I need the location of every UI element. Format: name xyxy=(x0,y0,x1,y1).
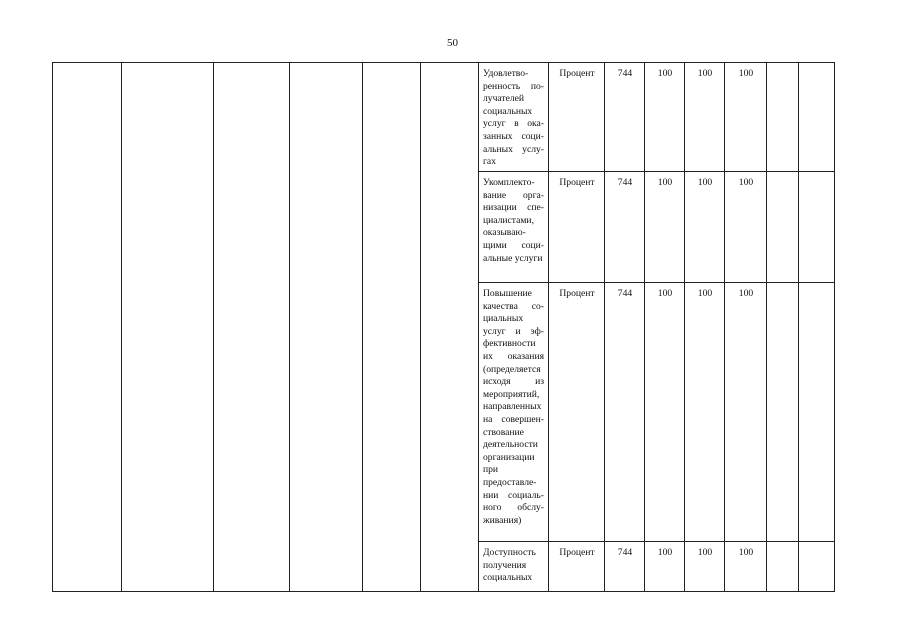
page-number: 50 xyxy=(447,37,458,49)
empty-cell xyxy=(767,542,799,592)
value-cell: 100 xyxy=(725,172,767,283)
service-quality-table xyxy=(52,62,835,592)
value-cell: 100 xyxy=(645,542,685,592)
value-cell: 100 xyxy=(725,542,767,592)
empty-cell xyxy=(767,172,799,283)
indicator-cell: Доступность получения социальных xyxy=(479,542,549,592)
merged-cell-4 xyxy=(290,63,363,592)
value-cell: 100 xyxy=(645,172,685,283)
unit-cell: Процент xyxy=(549,542,605,592)
empty-cell xyxy=(799,283,835,542)
value-cell: 100 xyxy=(685,542,725,592)
code-cell: 744 xyxy=(605,172,645,283)
unit-cell: Процент xyxy=(549,283,605,542)
empty-cell xyxy=(799,63,835,172)
indicator-cell: Укомплектование организации специалистами, оказывающими социальные услуги xyxy=(479,172,549,283)
code-cell: 744 xyxy=(605,63,645,172)
merged-cell-6 xyxy=(421,63,479,592)
merged-cell-1 xyxy=(53,63,122,592)
empty-cell xyxy=(767,283,799,542)
indicator-cell: Удовлетворенность получателей социальных услуг в оказанных социальных услугах xyxy=(479,63,549,172)
empty-cell xyxy=(799,172,835,283)
value-cell: 100 xyxy=(645,283,685,542)
value-cell: 100 xyxy=(725,63,767,172)
unit-cell: Процент xyxy=(549,172,605,283)
value-cell: 100 xyxy=(645,63,685,172)
value-cell: 100 xyxy=(685,63,725,172)
merged-cell-5 xyxy=(363,63,421,592)
code-cell: 744 xyxy=(605,542,645,592)
merged-cell-2 xyxy=(122,63,214,592)
unit-cell: Процент xyxy=(549,63,605,172)
value-cell: 100 xyxy=(685,172,725,283)
code-cell: 744 xyxy=(605,283,645,542)
indicator-cell: Повышение качества социальных услуг и эффективности их оказания (определяется исходя из мероприятий, направленных на совершенствование деятельности организации при предоставлении социального обслуживания) xyxy=(479,283,549,542)
empty-cell xyxy=(767,63,799,172)
table-row xyxy=(53,63,835,172)
value-cell: 100 xyxy=(685,283,725,542)
empty-cell xyxy=(799,542,835,592)
merged-cell-3 xyxy=(214,63,290,592)
value-cell: 100 xyxy=(725,283,767,542)
